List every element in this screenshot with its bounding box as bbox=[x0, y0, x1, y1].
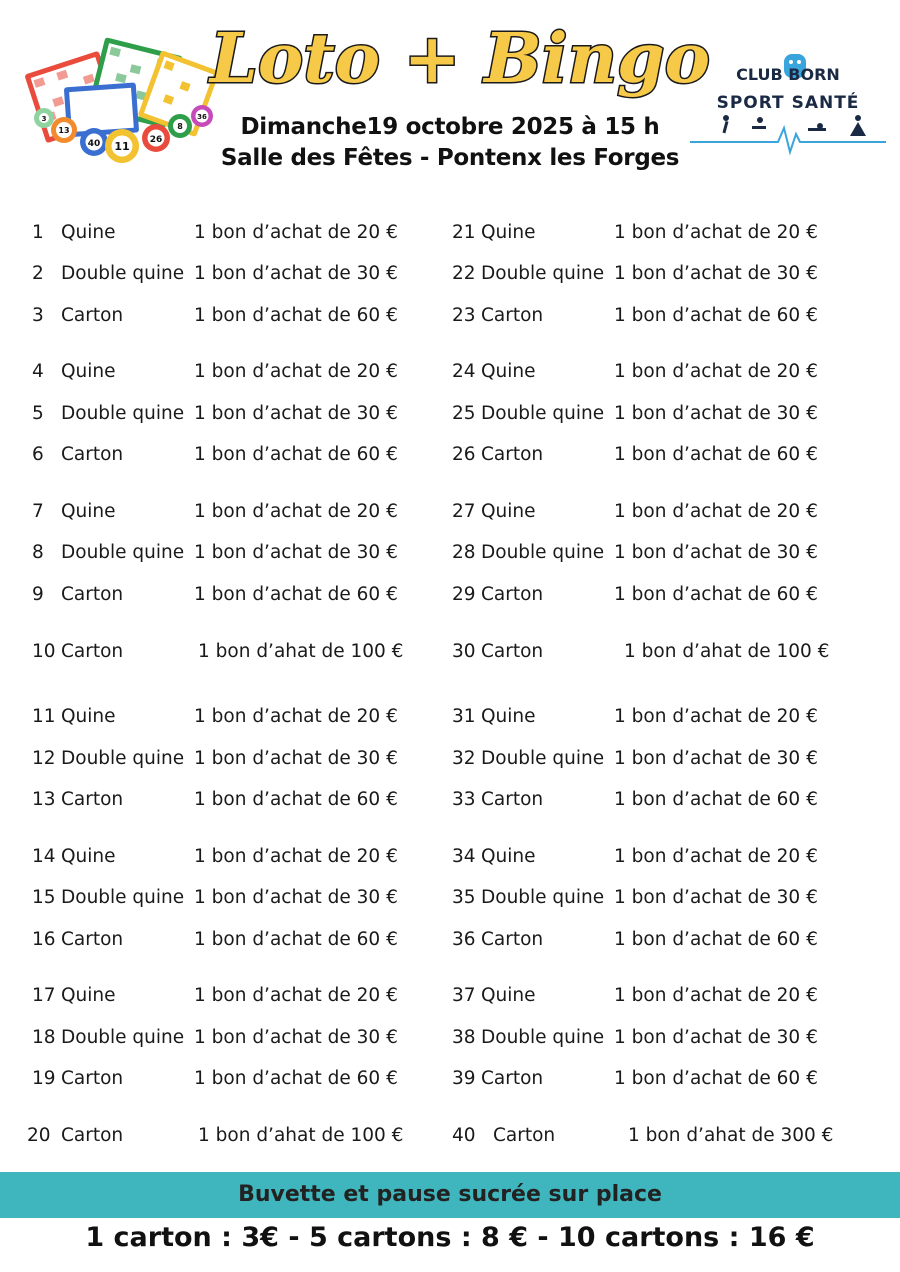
prize-description: 1 bon d’achat de 30 € bbox=[194, 887, 398, 908]
prize-game: Quine bbox=[61, 501, 116, 522]
prize-game: Quine bbox=[481, 846, 536, 867]
prize-number: 34 bbox=[452, 846, 476, 867]
prize-game: Carton bbox=[481, 444, 544, 465]
prize-number: 18 bbox=[32, 1027, 56, 1048]
prize-row bbox=[452, 744, 862, 774]
prize-game: Carton bbox=[481, 641, 544, 662]
prize-number: 25 bbox=[452, 403, 476, 424]
prize-description: 1 bon d’achat de 20 € bbox=[614, 706, 818, 727]
club-logo-line2: SPORT SANTÉ bbox=[716, 93, 860, 113]
prize-number: 28 bbox=[452, 542, 476, 563]
prize-row bbox=[32, 744, 442, 774]
prize-description: 1 bon d’achat de 20 € bbox=[194, 706, 398, 727]
card-prices: 1 carton : 3€ - 5 cartons : 8 € - 10 cartons : 16 € bbox=[85, 1222, 815, 1253]
prize-description: 1 bon d’achat de 20 € bbox=[194, 846, 398, 867]
ball-number: 36 bbox=[197, 113, 207, 121]
prize-number: 6 bbox=[32, 444, 44, 465]
prize-number: 14 bbox=[32, 846, 56, 867]
event-title bbox=[210, 4, 710, 104]
prize-row bbox=[452, 301, 862, 331]
prize-game: Double quine bbox=[61, 887, 185, 908]
prize-game: Quine bbox=[61, 846, 116, 867]
prize-number: 33 bbox=[452, 789, 476, 810]
prize-game: Carton bbox=[481, 584, 544, 605]
prize-row bbox=[452, 925, 862, 955]
prize-description: 1 bon d’achat de 60 € bbox=[194, 789, 398, 810]
prize-row bbox=[452, 218, 862, 248]
prize-description: 1 bon d’achat de 60 € bbox=[614, 929, 818, 950]
prize-description: 1 bon d’achat de 30 € bbox=[614, 403, 818, 424]
prize-row bbox=[452, 1064, 862, 1094]
prize-game: Quine bbox=[61, 222, 116, 243]
prize-number: 13 bbox=[32, 789, 56, 810]
prize-row bbox=[452, 399, 862, 429]
prize-description: 1 bon d’achat de 60 € bbox=[614, 444, 818, 465]
prize-number: 19 bbox=[32, 1068, 56, 1089]
prize-description: 1 bon d’achat de 60 € bbox=[194, 929, 398, 950]
prize-game: Carton bbox=[481, 929, 544, 950]
footer-banner-text: Buvette et pause sucrée sur place bbox=[238, 1182, 662, 1207]
prize-number: 9 bbox=[32, 584, 44, 605]
prize-row bbox=[452, 538, 862, 568]
ball-number: 8 bbox=[177, 122, 183, 131]
prize-number: 4 bbox=[32, 361, 44, 382]
prize-description: 1 bon d’achat de 30 € bbox=[194, 263, 398, 284]
prize-number: 2 bbox=[32, 263, 44, 284]
prize-game: Quine bbox=[481, 361, 536, 382]
prize-row bbox=[452, 1121, 862, 1151]
prize-number: 36 bbox=[452, 929, 476, 950]
prize-game: Carton bbox=[61, 1125, 124, 1146]
prize-row bbox=[452, 497, 862, 527]
prize-description: 1 bon d’achat de 20 € bbox=[614, 985, 818, 1006]
prize-row bbox=[452, 785, 862, 815]
prize-row bbox=[32, 925, 442, 955]
prize-game: Carton bbox=[61, 584, 124, 605]
prize-row bbox=[32, 399, 442, 429]
prize-number: 5 bbox=[32, 403, 44, 424]
prize-number: 37 bbox=[452, 985, 476, 1006]
prize-description: 1 bon d’achat de 60 € bbox=[194, 305, 398, 326]
prize-number: 23 bbox=[452, 305, 476, 326]
prize-number: 20 bbox=[27, 1125, 51, 1146]
ball-number: 11 bbox=[114, 140, 130, 153]
prize-number: 30 bbox=[452, 641, 476, 662]
prize-row bbox=[32, 538, 442, 568]
prize-game: Carton bbox=[61, 789, 124, 810]
prize-description: 1 bon d’achat de 30 € bbox=[194, 403, 398, 424]
prize-game: Carton bbox=[481, 789, 544, 810]
prize-description: 1 bon d’achat de 60 € bbox=[194, 584, 398, 605]
prize-description: 1 bon d’achat de 60 € bbox=[614, 1068, 818, 1089]
prize-description: 1 bon d’achat de 60 € bbox=[614, 584, 818, 605]
prize-description: 1 bon d’achat de 30 € bbox=[614, 263, 818, 284]
prize-description: 1 bon d’achat de 60 € bbox=[614, 305, 818, 326]
prize-game: Carton bbox=[61, 1068, 124, 1089]
prize-row bbox=[452, 883, 862, 913]
prize-row bbox=[452, 981, 862, 1011]
prize-game: Carton bbox=[61, 929, 124, 950]
prize-number: 7 bbox=[32, 501, 44, 522]
prize-description: 1 bon d’achat de 60 € bbox=[194, 1068, 398, 1089]
prize-number: 3 bbox=[32, 305, 44, 326]
prize-game: Carton bbox=[493, 1125, 556, 1146]
prize-game: Quine bbox=[61, 361, 116, 382]
prize-row bbox=[452, 1023, 862, 1053]
prize-game: Double quine bbox=[481, 887, 605, 908]
prize-description: 1 bon d’achat de 30 € bbox=[614, 542, 818, 563]
prize-description: 1 bon d’ahat de 100 € bbox=[624, 641, 830, 662]
prize-number: 35 bbox=[452, 887, 476, 908]
prize-game: Carton bbox=[61, 641, 124, 662]
prize-description: 1 bon d’achat de 30 € bbox=[614, 887, 818, 908]
title-text: Loto + Bingo bbox=[210, 19, 710, 99]
prize-game: Quine bbox=[61, 985, 116, 1006]
prize-game: Quine bbox=[481, 706, 536, 727]
event-date: Dimanche19 octobre 2025 à 15 h bbox=[240, 114, 660, 140]
prize-game: Carton bbox=[481, 305, 544, 326]
ball-number: 3 bbox=[41, 115, 47, 123]
event-venue: Salle des Fêtes - Pontenx les Forges bbox=[220, 145, 680, 171]
prize-number: 31 bbox=[452, 706, 476, 727]
club-logo-line1: CLUB BORN bbox=[736, 65, 840, 84]
prize-description: 1 bon d’achat de 60 € bbox=[194, 444, 398, 465]
prize-row bbox=[32, 883, 442, 913]
prize-description: 1 bon d’achat de 20 € bbox=[194, 361, 398, 382]
prize-number: 26 bbox=[452, 444, 476, 465]
prize-row bbox=[452, 637, 862, 667]
ball-number: 13 bbox=[58, 126, 70, 135]
prize-number: 12 bbox=[32, 748, 56, 769]
prize-game: Double quine bbox=[481, 748, 605, 769]
prize-description: 1 bon d’achat de 20 € bbox=[614, 361, 818, 382]
prize-row bbox=[32, 702, 442, 732]
prize-number: 39 bbox=[452, 1068, 476, 1089]
prize-description: 1 bon d’achat de 20 € bbox=[194, 222, 398, 243]
prize-number: 1 bbox=[32, 222, 44, 243]
prize-row bbox=[32, 301, 442, 331]
prize-row bbox=[452, 842, 862, 872]
prize-number: 27 bbox=[452, 501, 476, 522]
prize-game: Carton bbox=[61, 305, 124, 326]
prize-row bbox=[32, 785, 442, 815]
fitness-silhouettes-icon bbox=[722, 115, 866, 136]
prize-number: 32 bbox=[452, 748, 476, 769]
prize-number: 15 bbox=[32, 887, 56, 908]
prize-game: Double quine bbox=[61, 403, 185, 424]
prize-description: 1 bon d’achat de 30 € bbox=[194, 748, 398, 769]
prize-description: 1 bon d’achat de 30 € bbox=[194, 1027, 398, 1048]
prize-row bbox=[32, 637, 442, 667]
prize-row bbox=[32, 497, 442, 527]
prize-number: 11 bbox=[32, 706, 56, 727]
prize-game: Double quine bbox=[61, 748, 185, 769]
prize-number: 17 bbox=[32, 985, 56, 1006]
prize-game: Double quine bbox=[61, 1027, 185, 1048]
prize-row bbox=[32, 580, 442, 610]
prize-description: 1 bon d’achat de 20 € bbox=[614, 222, 818, 243]
prize-game: Double quine bbox=[61, 542, 185, 563]
prize-row bbox=[32, 440, 442, 470]
prize-game: Quine bbox=[61, 706, 116, 727]
prize-game: Quine bbox=[481, 501, 536, 522]
prize-row bbox=[32, 357, 442, 387]
prize-description: 1 bon d’achat de 20 € bbox=[194, 985, 398, 1006]
prize-row bbox=[32, 1023, 442, 1053]
prize-number: 29 bbox=[452, 584, 476, 605]
prize-number: 40 bbox=[452, 1125, 476, 1146]
prize-row bbox=[32, 1064, 442, 1094]
prize-number: 21 bbox=[452, 222, 476, 243]
prize-description: 1 bon d’achat de 20 € bbox=[614, 846, 818, 867]
prize-description: 1 bon d’ahat de 100 € bbox=[198, 1125, 404, 1146]
prize-game: Quine bbox=[481, 222, 536, 243]
ball-number: 26 bbox=[149, 135, 163, 145]
prize-game: Carton bbox=[481, 1068, 544, 1089]
prize-row bbox=[452, 440, 862, 470]
prize-game: Double quine bbox=[481, 263, 605, 284]
prize-row bbox=[452, 357, 862, 387]
prize-number: 10 bbox=[32, 641, 56, 662]
prize-row bbox=[452, 702, 862, 732]
prize-description: 1 bon d’ahat de 300 € bbox=[628, 1125, 834, 1146]
prize-number: 22 bbox=[452, 263, 476, 284]
prize-game: Double quine bbox=[481, 1027, 605, 1048]
prize-description: 1 bon d’achat de 30 € bbox=[614, 1027, 818, 1048]
prize-game: Carton bbox=[61, 444, 124, 465]
prize-number: 38 bbox=[452, 1027, 476, 1048]
prize-game: Quine bbox=[481, 985, 536, 1006]
prize-description: 1 bon d’ahat de 100 € bbox=[198, 641, 404, 662]
prize-row bbox=[27, 1121, 442, 1151]
ball-number: 40 bbox=[87, 139, 101, 149]
prize-number: 16 bbox=[32, 929, 56, 950]
prize-row bbox=[32, 981, 442, 1011]
prize-description: 1 bon d’achat de 20 € bbox=[194, 501, 398, 522]
prize-row bbox=[32, 842, 442, 872]
prize-description: 1 bon d’achat de 20 € bbox=[614, 501, 818, 522]
prize-game: Double quine bbox=[481, 542, 605, 563]
prize-row bbox=[32, 218, 442, 248]
prize-row bbox=[32, 259, 442, 289]
prize-description: 1 bon d’achat de 30 € bbox=[194, 542, 398, 563]
prize-game: Double quine bbox=[481, 403, 605, 424]
club-born-sport-sante-logo bbox=[688, 48, 888, 163]
prize-game: Double quine bbox=[61, 263, 185, 284]
prize-row bbox=[452, 259, 862, 289]
prize-description: 1 bon d’achat de 30 € bbox=[614, 748, 818, 769]
prize-row bbox=[452, 580, 862, 610]
prize-number: 8 bbox=[32, 542, 44, 563]
prize-number: 24 bbox=[452, 361, 476, 382]
prize-description: 1 bon d’achat de 60 € bbox=[614, 789, 818, 810]
